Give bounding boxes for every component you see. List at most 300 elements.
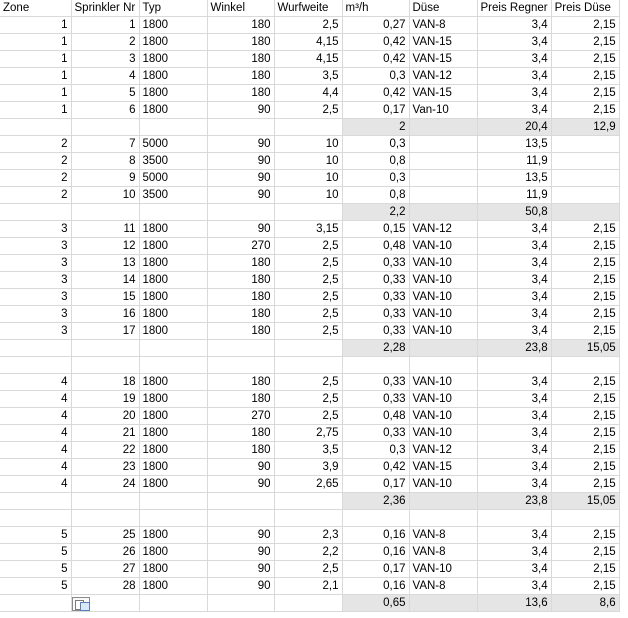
cell[interactable]: Van-10 [409,102,477,119]
cell[interactable]: 1800 [139,561,207,578]
cell[interactable]: 2,15 [551,272,619,289]
cell[interactable]: 0,16 [342,578,409,595]
cell[interactable]: 3500 [139,187,207,204]
cell[interactable]: 16 [71,306,139,323]
cell[interactable]: 2,15 [551,238,619,255]
column-header[interactable]: Wurfweite [274,0,342,17]
column-header[interactable]: Sprinkler Nr [71,0,139,17]
cell[interactable]: 6 [71,102,139,119]
cell[interactable]: 180 [207,272,274,289]
cell[interactable]: 19 [71,391,139,408]
cell[interactable] [207,119,274,136]
cell[interactable] [0,595,71,612]
sum-duese-cell[interactable]: 15,05 [551,493,619,510]
cell[interactable]: VAN-15 [409,459,477,476]
cell[interactable]: 90 [207,578,274,595]
cell[interactable]: 2,5 [274,408,342,425]
cell[interactable]: VAN-10 [409,374,477,391]
cell[interactable] [139,119,207,136]
cell[interactable]: 2,15 [551,561,619,578]
cell[interactable]: 0,27 [342,17,409,34]
cell[interactable]: 1 [0,68,71,85]
cell[interactable]: 0,3 [342,170,409,187]
cell[interactable]: 2,5 [274,255,342,272]
cell[interactable] [71,340,139,357]
cell[interactable]: 3,4 [477,527,551,544]
cell[interactable]: 14 [71,272,139,289]
cell[interactable]: VAN-8 [409,527,477,544]
cell[interactable]: 90 [207,221,274,238]
cell[interactable] [409,340,477,357]
cell[interactable]: 90 [207,561,274,578]
cell[interactable]: 2 [71,34,139,51]
cell[interactable]: 2 [0,170,71,187]
cell[interactable]: 0,15 [342,221,409,238]
cell[interactable]: VAN-15 [409,85,477,102]
cell[interactable]: 21 [71,425,139,442]
cell[interactable]: 2,15 [551,442,619,459]
cell[interactable]: 5000 [139,136,207,153]
cell[interactable]: 0,42 [342,34,409,51]
cell[interactable] [71,493,139,510]
cell[interactable] [551,510,619,527]
cell[interactable]: 0,17 [342,102,409,119]
column-header[interactable]: Zone [0,0,71,17]
cell[interactable]: 2,15 [551,459,619,476]
sum-duese-cell[interactable]: 15,05 [551,340,619,357]
cell[interactable]: 180 [207,374,274,391]
cell[interactable]: 3,9 [274,459,342,476]
cell[interactable]: 90 [207,459,274,476]
cell[interactable]: VAN-12 [409,221,477,238]
column-header[interactable]: Preis Regner [477,0,551,17]
column-header[interactable]: Winkel [207,0,274,17]
cell[interactable]: 180 [207,17,274,34]
cell[interactable]: 4 [0,476,71,493]
cell[interactable]: 1800 [139,85,207,102]
cell[interactable]: 3,4 [477,374,551,391]
cell[interactable] [342,357,409,374]
cell[interactable]: 3,4 [477,442,551,459]
cell[interactable]: 2,15 [551,374,619,391]
cell[interactable]: 1 [0,51,71,68]
cell[interactable]: 3 [0,289,71,306]
cell[interactable]: 3,5 [274,68,342,85]
cell[interactable]: VAN-12 [409,442,477,459]
sum-flow-cell[interactable]: 2,28 [342,340,409,357]
cell[interactable]: 5 [0,527,71,544]
cell[interactable]: 4 [0,374,71,391]
cell[interactable]: 0,16 [342,527,409,544]
sum-duese-cell[interactable]: 12,9 [551,119,619,136]
cell[interactable]: 1800 [139,255,207,272]
cell[interactable]: 0,8 [342,187,409,204]
cell[interactable]: 22 [71,442,139,459]
cell[interactable]: 3,4 [477,425,551,442]
cell[interactable]: 3,4 [477,476,551,493]
cell[interactable]: 4 [0,442,71,459]
cell[interactable]: 2,15 [551,255,619,272]
cell[interactable]: 3,4 [477,578,551,595]
cell[interactable]: 2,1 [274,578,342,595]
cell[interactable]: 180 [207,306,274,323]
cell[interactable]: VAN-10 [409,408,477,425]
cell[interactable] [0,119,71,136]
cell[interactable]: 2,15 [551,34,619,51]
cell[interactable]: 2,15 [551,221,619,238]
cell[interactable]: 3 [0,272,71,289]
cell[interactable]: 1800 [139,323,207,340]
cell[interactable]: 90 [207,170,274,187]
cell[interactable] [409,170,477,187]
sum-duese-cell[interactable]: 8,6 [551,595,619,612]
cell[interactable]: 1800 [139,68,207,85]
cell[interactable]: 1800 [139,51,207,68]
cell[interactable] [139,493,207,510]
cell[interactable]: 4 [0,391,71,408]
cell[interactable]: 3,4 [477,34,551,51]
cell[interactable]: 2,3 [274,527,342,544]
cell[interactable]: 3 [0,221,71,238]
cell[interactable]: 28 [71,578,139,595]
cell[interactable]: 2,5 [274,238,342,255]
cell[interactable]: 13,5 [477,170,551,187]
cell[interactable] [551,153,619,170]
cell[interactable]: 2,5 [274,561,342,578]
cell[interactable]: 1 [0,102,71,119]
cell[interactable]: 2,15 [551,391,619,408]
cell[interactable]: VAN-10 [409,306,477,323]
cell[interactable]: 4 [71,68,139,85]
cell[interactable]: 1 [0,17,71,34]
cell[interactable]: 1800 [139,238,207,255]
cell[interactable] [71,119,139,136]
cell[interactable]: 4 [0,408,71,425]
cell[interactable]: 3,4 [477,408,551,425]
column-header[interactable]: Typ [139,0,207,17]
cell[interactable]: 1 [71,17,139,34]
cell[interactable]: 3,4 [477,17,551,34]
cell[interactable] [551,136,619,153]
cell[interactable]: 3,4 [477,51,551,68]
cell[interactable]: VAN-15 [409,34,477,51]
sum-duese-cell[interactable] [551,204,619,221]
cell[interactable] [207,595,274,612]
cell[interactable]: 3,4 [477,255,551,272]
cell[interactable] [207,510,274,527]
cell[interactable]: 1800 [139,289,207,306]
cell[interactable]: 25 [71,527,139,544]
cell[interactable] [551,187,619,204]
cell[interactable]: 4,15 [274,34,342,51]
cell[interactable]: 1800 [139,476,207,493]
column-header[interactable]: m³/h [342,0,409,17]
cell[interactable]: 2 [0,187,71,204]
sum-regner-cell[interactable]: 20,4 [477,119,551,136]
cell[interactable]: 17 [71,323,139,340]
cell[interactable] [409,595,477,612]
cell[interactable]: 7 [71,136,139,153]
cell[interactable] [274,204,342,221]
cell[interactable]: 2,5 [274,289,342,306]
cell[interactable]: 3,4 [477,391,551,408]
cell[interactable] [274,510,342,527]
cell[interactable]: 180 [207,34,274,51]
cell[interactable] [207,493,274,510]
cell[interactable]: 1800 [139,527,207,544]
cell[interactable] [274,595,342,612]
cell[interactable]: 2 [0,153,71,170]
cell[interactable]: VAN-10 [409,289,477,306]
cell[interactable] [409,187,477,204]
cell[interactable]: 3,4 [477,221,551,238]
cell[interactable]: 1800 [139,102,207,119]
cell[interactable]: 3 [0,238,71,255]
cell[interactable]: 90 [207,527,274,544]
cell[interactable]: 3,4 [477,561,551,578]
cell[interactable]: 4 [0,425,71,442]
cell[interactable]: 15 [71,289,139,306]
cell[interactable]: 0,3 [342,136,409,153]
cell[interactable] [409,204,477,221]
cell[interactable]: 3,4 [477,85,551,102]
cell[interactable]: VAN-8 [409,17,477,34]
cell[interactable] [409,119,477,136]
cell[interactable]: 180 [207,51,274,68]
cell[interactable]: 0,42 [342,85,409,102]
cell[interactable]: 10 [274,187,342,204]
cell[interactable]: 3,4 [477,323,551,340]
cell[interactable]: 1800 [139,34,207,51]
cell[interactable]: 10 [274,170,342,187]
cell[interactable]: 3,4 [477,272,551,289]
cell[interactable]: 2,15 [551,425,619,442]
cell[interactable]: 23 [71,459,139,476]
cell[interactable]: 270 [207,238,274,255]
cell[interactable]: VAN-10 [409,323,477,340]
sum-flow-cell[interactable]: 2,2 [342,204,409,221]
sum-regner-cell[interactable]: 23,8 [477,340,551,357]
cell[interactable]: 2,5 [274,374,342,391]
cell[interactable]: 1800 [139,391,207,408]
cell[interactable]: 9 [71,170,139,187]
cell[interactable]: 180 [207,323,274,340]
cell[interactable]: 2,5 [274,391,342,408]
cell[interactable]: 1800 [139,306,207,323]
cell[interactable]: VAN-10 [409,238,477,255]
cell[interactable]: 1800 [139,272,207,289]
cell[interactable]: 24 [71,476,139,493]
cell[interactable] [274,119,342,136]
cell[interactable] [274,357,342,374]
cell[interactable]: 2,15 [551,51,619,68]
cell[interactable] [0,204,71,221]
sum-regner-cell[interactable]: 13,6 [477,595,551,612]
cell[interactable]: 0,16 [342,544,409,561]
cell[interactable]: 1 [0,85,71,102]
cell[interactable]: 1800 [139,544,207,561]
cell[interactable]: 90 [207,476,274,493]
cell[interactable]: 0,3 [342,442,409,459]
cell[interactable]: 0,17 [342,561,409,578]
cell[interactable] [139,510,207,527]
cell[interactable]: 4 [0,459,71,476]
cell[interactable]: 1800 [139,221,207,238]
cell[interactable]: 0,48 [342,408,409,425]
cell[interactable]: VAN-10 [409,391,477,408]
sum-flow-cell[interactable]: 2 [342,119,409,136]
cell[interactable]: 180 [207,425,274,442]
cell[interactable]: 3,4 [477,102,551,119]
cell[interactable] [274,493,342,510]
cell[interactable]: 2,5 [274,272,342,289]
cell[interactable]: 180 [207,255,274,272]
cell[interactable]: 0,33 [342,323,409,340]
cell[interactable]: 1800 [139,425,207,442]
cell[interactable]: 10 [274,153,342,170]
cell[interactable]: 0,33 [342,289,409,306]
cell[interactable]: 11 [71,221,139,238]
cell[interactable]: 2,15 [551,408,619,425]
cell[interactable]: 1800 [139,17,207,34]
cell[interactable]: 0,42 [342,51,409,68]
cell[interactable]: 90 [207,153,274,170]
paste-options-icon[interactable] [72,597,90,611]
cell[interactable]: 90 [207,544,274,561]
cell[interactable]: 2,15 [551,306,619,323]
cell[interactable]: 3,15 [274,221,342,238]
cell[interactable] [409,136,477,153]
cell[interactable]: 2,5 [274,17,342,34]
cell[interactable]: 0,42 [342,459,409,476]
cell[interactable]: VAN-12 [409,68,477,85]
cell[interactable]: 0,33 [342,306,409,323]
cell[interactable]: 5000 [139,170,207,187]
cell[interactable] [409,493,477,510]
cell[interactable]: 0,3 [342,68,409,85]
cell[interactable]: 11,9 [477,187,551,204]
cell[interactable] [0,493,71,510]
cell[interactable]: 3,4 [477,544,551,561]
cell[interactable]: 1800 [139,442,207,459]
cell[interactable] [477,357,551,374]
cell[interactable]: VAN-15 [409,51,477,68]
cell[interactable] [71,357,139,374]
cell[interactable]: 5 [0,578,71,595]
cell[interactable]: VAN-8 [409,544,477,561]
cell[interactable]: VAN-8 [409,578,477,595]
cell[interactable] [139,595,207,612]
cell[interactable]: 3,4 [477,68,551,85]
cell[interactable]: 2,15 [551,68,619,85]
cell[interactable]: 20 [71,408,139,425]
cell[interactable]: 270 [207,408,274,425]
cell[interactable] [139,357,207,374]
cell[interactable]: 2,2 [274,544,342,561]
cell[interactable] [274,340,342,357]
sum-regner-cell[interactable]: 23,8 [477,493,551,510]
cell[interactable]: 13,5 [477,136,551,153]
cell[interactable]: 26 [71,544,139,561]
cell[interactable] [409,153,477,170]
cell[interactable] [0,340,71,357]
cell[interactable] [71,510,139,527]
cell[interactable]: 3 [0,255,71,272]
cell[interactable] [0,510,71,527]
cell[interactable]: 4,15 [274,51,342,68]
cell[interactable]: 8 [71,153,139,170]
cell[interactable]: 11,9 [477,153,551,170]
cell[interactable]: 1800 [139,374,207,391]
cell[interactable]: 2,15 [551,289,619,306]
cell[interactable] [551,357,619,374]
cell[interactable]: 2,5 [274,102,342,119]
cell[interactable]: 12 [71,238,139,255]
cell[interactable]: VAN-10 [409,561,477,578]
cell[interactable]: 180 [207,391,274,408]
cell[interactable]: 3,4 [477,459,551,476]
cell[interactable]: 0,33 [342,374,409,391]
cell[interactable]: VAN-10 [409,476,477,493]
cell[interactable]: 18 [71,374,139,391]
cell[interactable]: 2,5 [274,323,342,340]
cell[interactable]: 1800 [139,408,207,425]
cell[interactable]: 3500 [139,153,207,170]
cell[interactable] [207,357,274,374]
cell[interactable]: 3,4 [477,289,551,306]
cell[interactable] [409,510,477,527]
cell[interactable] [139,204,207,221]
cell[interactable]: 3 [0,306,71,323]
cell[interactable]: 4,4 [274,85,342,102]
cell[interactable]: 2,5 [274,306,342,323]
sum-flow-cell[interactable]: 2,36 [342,493,409,510]
cell[interactable] [342,510,409,527]
cell[interactable]: 2,75 [274,425,342,442]
cell[interactable]: 2,15 [551,17,619,34]
cell[interactable]: 90 [207,102,274,119]
cell[interactable]: 2 [0,136,71,153]
cell[interactable]: 90 [207,187,274,204]
cell[interactable]: 1800 [139,578,207,595]
cell[interactable]: 180 [207,68,274,85]
cell[interactable]: 10 [71,187,139,204]
cell[interactable] [0,357,71,374]
cell[interactable]: 3,4 [477,238,551,255]
cell[interactable]: 5 [71,85,139,102]
cell[interactable]: 0,33 [342,272,409,289]
cell[interactable]: 1800 [139,459,207,476]
cell[interactable] [477,510,551,527]
column-header[interactable]: Düse [409,0,477,17]
cell[interactable]: 3 [0,323,71,340]
cell[interactable]: 2,15 [551,578,619,595]
cell[interactable]: 180 [207,442,274,459]
column-header[interactable]: Preis Düse [551,0,619,17]
cell[interactable]: VAN-10 [409,425,477,442]
cell[interactable]: 0,17 [342,476,409,493]
cell[interactable]: 2,15 [551,544,619,561]
cell[interactable]: VAN-10 [409,272,477,289]
cell[interactable]: 90 [207,136,274,153]
cell[interactable]: 2,15 [551,102,619,119]
cell[interactable]: VAN-10 [409,255,477,272]
cell[interactable] [409,357,477,374]
cell[interactable]: 2,15 [551,323,619,340]
sum-flow-cell[interactable]: 0,65 [342,595,409,612]
cell[interactable]: 2,15 [551,85,619,102]
cell[interactable]: 0,8 [342,153,409,170]
